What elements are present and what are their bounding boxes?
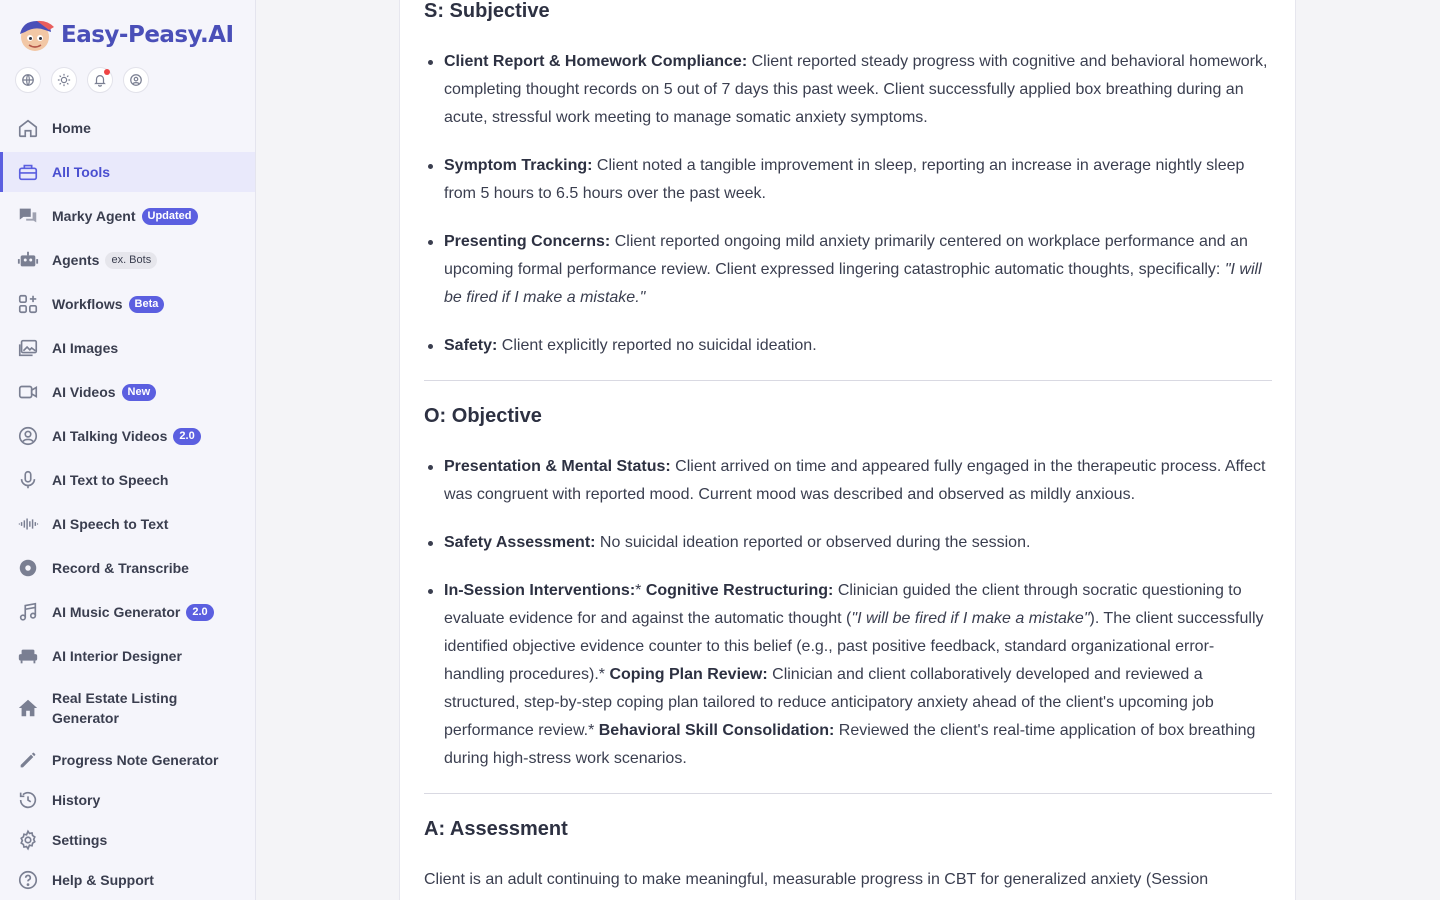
sidebar-item-label: AI Speech to Text	[52, 516, 169, 532]
section-divider	[424, 793, 1272, 794]
item-text: ). The client successfully identified objective evidence counter to this belief (e.g., past positive feedback, standard organizational error-handling procedures).*	[444, 610, 1264, 683]
item-label: Presenting Concerns:	[444, 233, 611, 250]
language-globe-icon[interactable]	[15, 67, 41, 93]
sidebar-item-label: Workflows	[52, 296, 123, 312]
list-item	[424, 332, 1272, 360]
sidebar-item-ai-text-to-speech[interactable]	[0, 468, 255, 492]
sidebar-item-label: Agents	[52, 252, 100, 268]
list-item	[424, 529, 1272, 557]
new-badge: New	[122, 384, 157, 401]
sidebar-item-label: AI Videos	[52, 384, 116, 400]
sidebar-item-label: AI Talking Videos	[52, 428, 168, 444]
brand-logo[interactable]	[15, 18, 234, 52]
quick-actions	[15, 67, 149, 93]
item-text: Client reported ongoing mild anxiety primarily centered on workplace performance and an upcoming formal performance review. Client expressed lingering catastrophic automatic thoughts, specifically:	[444, 233, 1248, 278]
item-sublabel: Cognitive Restructuring:	[645, 582, 834, 599]
sidebar-item-label: Record & Transcribe	[52, 560, 189, 576]
sidebar-item-ai-interior-designer[interactable]	[0, 644, 255, 668]
images-icon	[16, 336, 40, 360]
sidebar-item-progress-note-generator[interactable]	[0, 748, 255, 772]
history-icon	[16, 788, 40, 812]
version-badge: 2.0	[173, 428, 200, 445]
account-user-icon[interactable]	[123, 67, 149, 93]
sidebar-item-label: Real Estate Listing Generator	[52, 690, 178, 726]
video-icon	[16, 380, 40, 404]
assessment-text: Client is an adult continuing to make meaningful, measurable progress in CBT for generalized anxiety (Session	[424, 871, 1209, 888]
sidebar-item-help-support[interactable]	[0, 868, 255, 892]
item-text: Reviewed the client's real-time application of box breathing during high-stress work scenarios.	[444, 722, 1256, 767]
item-text: Client noted a tangible improvement in sleep, reporting an increase in average nightly sleep from 5 hours to 6.5 hours over the past week.	[444, 157, 1245, 202]
gear-icon	[16, 828, 40, 852]
sidebar-item-ai-music-generator[interactable]	[0, 600, 255, 624]
subjective-list	[424, 48, 1272, 380]
subjective-heading: S: Subjective	[424, 0, 550, 22]
pencil-icon	[16, 748, 40, 772]
item-text: Client arrived on time and appeared fully engaged in the therapeutic process. Affect was congruent with reported mood. Current mood was described and observed as mildly anxious.	[444, 458, 1266, 503]
item-label: Safety:	[444, 337, 498, 354]
sidebar-item-ai-videos[interactable]	[0, 380, 255, 404]
sidebar-item-label: History	[52, 792, 101, 808]
music-icon	[16, 600, 40, 624]
toolbox-icon	[16, 160, 40, 184]
list-item	[424, 228, 1272, 312]
section-divider	[424, 380, 1272, 381]
item-text: Clinician and client collaboratively developed and reviewed a structured, step-by-step coping plan tailored to reduce anticipatory anxiety ahead of the client's upcoming job performance review.*	[444, 666, 1214, 739]
microphone-icon	[16, 468, 40, 492]
item-quote: "I will be fired if I make a mistake"	[851, 610, 1090, 627]
sidebar-item-label: Help & Support	[52, 872, 154, 888]
item-text: Clinician guided the client through socratic questioning to evaluate evidence for and against the automatic thought (	[444, 582, 1242, 627]
sidebar-item-label: Progress Note Generator	[52, 752, 219, 768]
waveform-icon	[16, 512, 40, 536]
objective-list	[424, 453, 1272, 793]
list-item	[424, 48, 1272, 132]
ex-bots-badge: ex. Bots	[105, 252, 157, 269]
version-badge: 2.0	[186, 604, 213, 621]
sidebar-item-label: Settings	[52, 832, 108, 848]
sidebar-item-real-estate-listing-generator[interactable]	[0, 688, 255, 728]
item-sublabel: Behavioral Skill Consolidation:	[598, 722, 835, 739]
assessment-heading: A: Assessment	[424, 818, 568, 840]
item-label: Presentation & Mental Status:	[444, 458, 671, 475]
sidebar-item-home[interactable]	[0, 116, 255, 140]
item-quote: "I will be fired if I make a mistake."	[444, 261, 1262, 306]
list-item	[424, 152, 1272, 208]
theme-sun-icon[interactable]	[51, 67, 77, 93]
home-icon	[16, 116, 40, 140]
sidebar-item-label: Home	[52, 120, 91, 136]
sidebar-item-agents[interactable]	[0, 248, 255, 272]
workflow-icon	[16, 292, 40, 316]
sidebar-item-all-tools[interactable]	[0, 152, 255, 192]
list-item	[424, 577, 1272, 773]
sidebar-item-record-transcribe[interactable]	[0, 556, 255, 580]
chat-icon	[16, 204, 40, 228]
item-label: Safety Assessment:	[444, 534, 596, 551]
progress-note-card	[399, 0, 1296, 900]
sidebar-item-marky-agent[interactable]	[0, 204, 255, 228]
record-icon	[16, 556, 40, 580]
sidebar-item-label: Marky Agent	[52, 208, 136, 224]
house-icon	[16, 696, 40, 720]
item-label: In-Session Interventions:	[444, 582, 636, 599]
main-content	[256, 0, 1440, 900]
item-label: Symptom Tracking:	[444, 157, 593, 174]
sidebar-item-workflows[interactable]	[0, 292, 255, 316]
sidebar-item-ai-images[interactable]	[0, 336, 255, 360]
item-text: Client reported steady progress with cognitive and behavioral homework, completing thought records on 5 out of 7 days this past week. Client successfully applied box breathing during an acute, stressful work meeting to manage somatic anxiety symptoms.	[444, 53, 1268, 126]
robot-icon	[16, 248, 40, 272]
sidebar-item-label: AI Interior Designer	[52, 648, 182, 664]
objective-heading: O: Objective	[424, 405, 542, 427]
item-text: *	[635, 582, 646, 599]
sidebar-item-ai-talking-videos[interactable]	[0, 424, 255, 448]
sidebar-item-ai-speech-to-text[interactable]	[0, 512, 255, 536]
item-text: No suicidal ideation reported or observed during the session.	[595, 534, 1031, 551]
beta-badge: Beta	[129, 296, 165, 313]
item-text: Client explicitly reported no suicidal ideation.	[497, 337, 817, 354]
sidebar-item-label: AI Images	[52, 340, 119, 356]
updated-badge: Updated	[142, 208, 198, 225]
sidebar-item-label: AI Text to Speech	[52, 472, 169, 488]
sidebar	[0, 0, 256, 900]
sidebar-item-label: AI Music Generator	[52, 604, 181, 620]
list-item	[424, 453, 1272, 509]
help-icon	[16, 868, 40, 892]
avatar-icon	[16, 424, 40, 448]
notification-dot	[104, 69, 110, 75]
item-sublabel: Coping Plan Review:	[609, 666, 768, 683]
notifications-bell-icon[interactable]	[87, 67, 113, 93]
brand-name: Easy-Peasy.AI	[61, 22, 234, 48]
sofa-icon	[16, 644, 40, 668]
sidebar-item-history[interactable]	[0, 788, 255, 812]
mascot-logo-icon	[15, 18, 55, 52]
sidebar-item-settings[interactable]	[0, 828, 255, 852]
item-label: Client Report & Homework Compliance:	[444, 53, 748, 70]
sidebar-item-label: All Tools	[52, 164, 111, 180]
